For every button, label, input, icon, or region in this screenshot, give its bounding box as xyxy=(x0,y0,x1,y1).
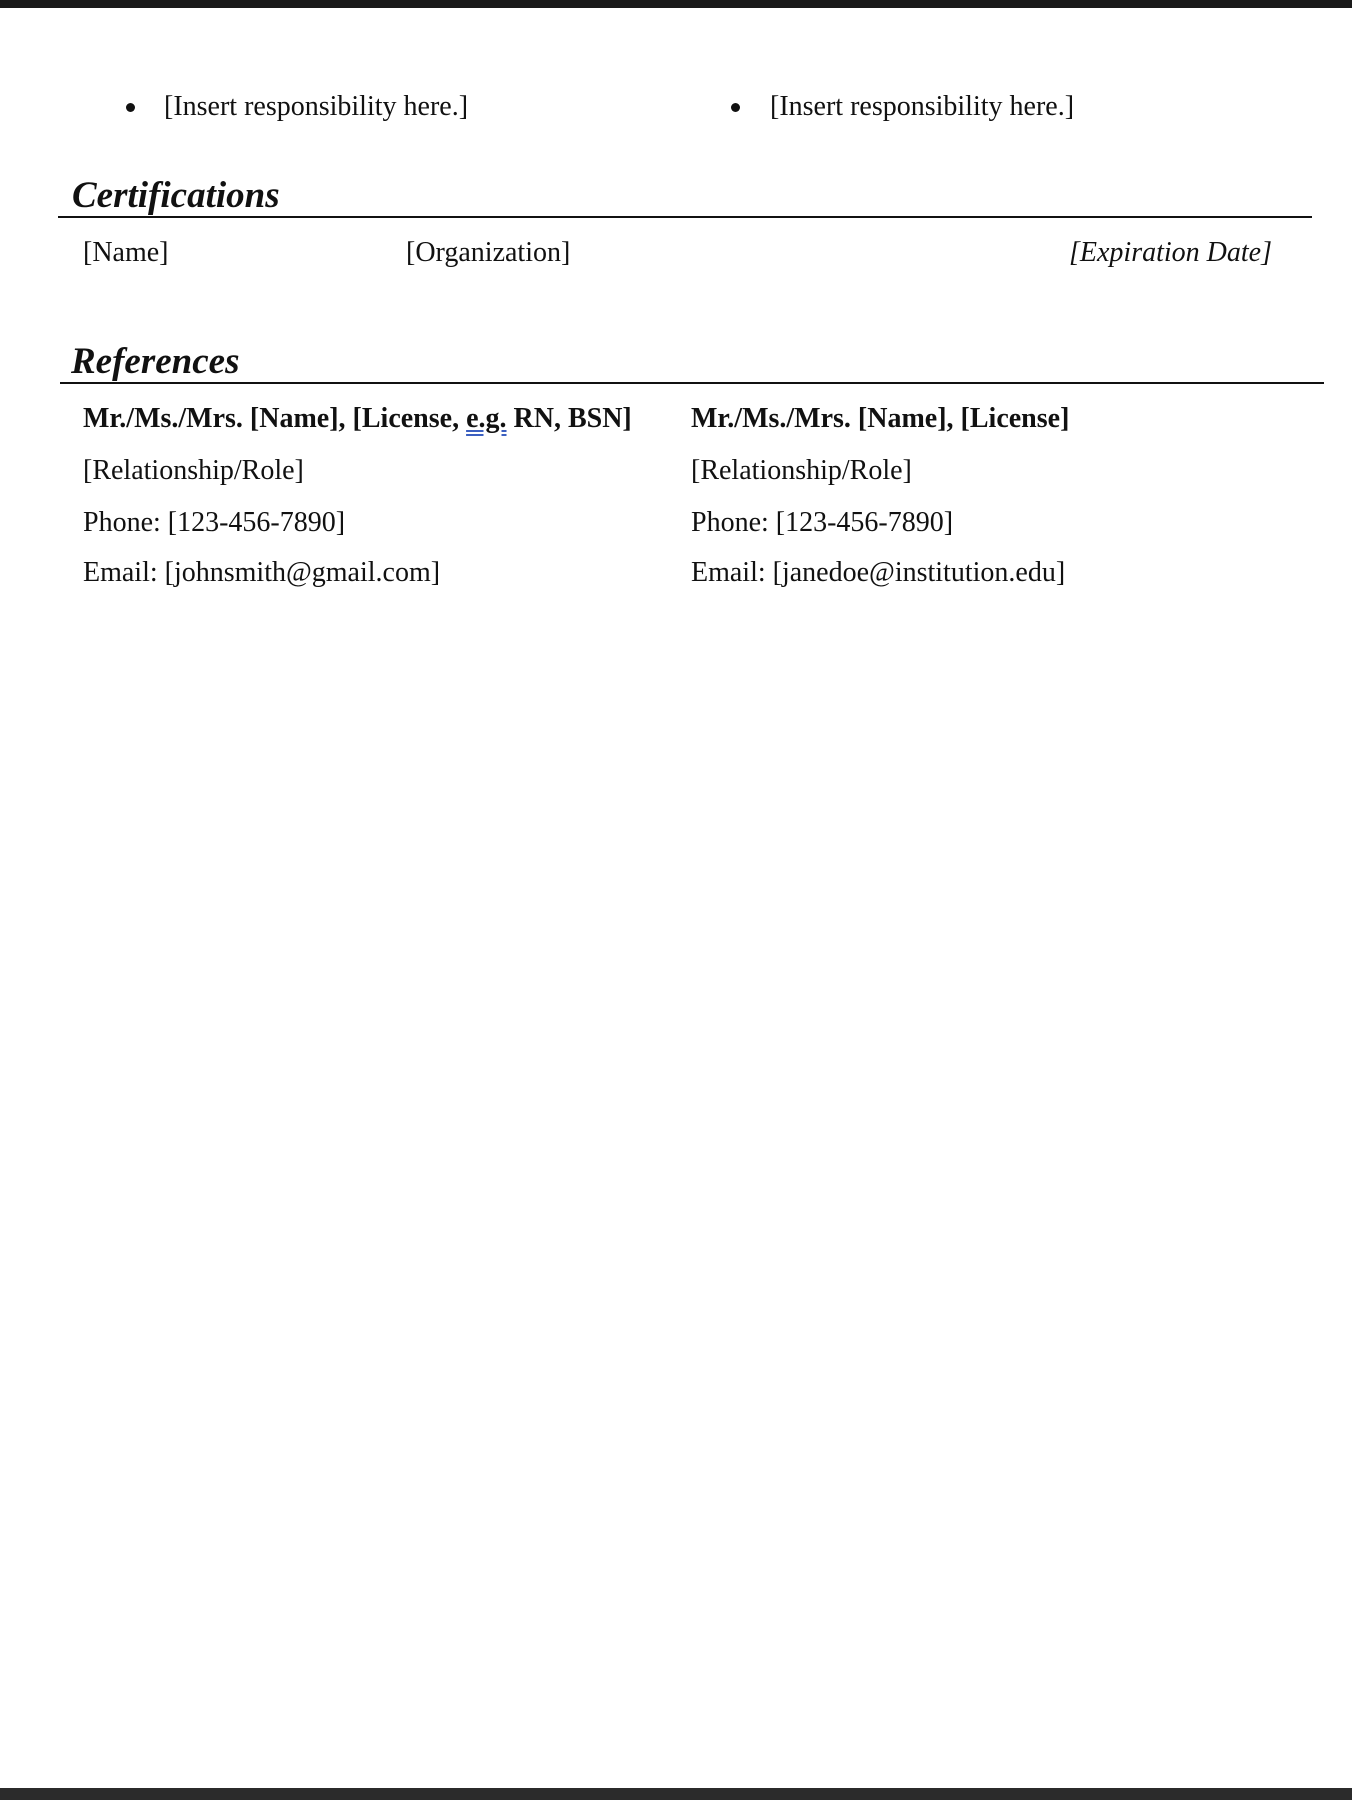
reference-2-phone[interactable]: Phone: [123-456-7890] xyxy=(691,507,954,538)
reference-2-name[interactable]: Mr./Ms./Mrs. [Name], [License] xyxy=(691,403,1070,434)
responsibility-item-right[interactable]: [Insert responsibility here.] xyxy=(770,91,1075,122)
reference-1-role[interactable]: [Relationship/Role] xyxy=(83,455,304,486)
bullet-dot-right xyxy=(731,103,740,112)
reference-1-name-prefix: Mr./Ms./Mrs. [Name], [License, xyxy=(83,403,467,434)
spellcheck-flagged-word[interactable]: e.g. xyxy=(466,403,507,434)
certification-organization[interactable]: [Organization] xyxy=(406,237,571,268)
bullet-dot-left xyxy=(126,103,135,112)
reference-2-email[interactable]: Email: [janedoe@institution.edu] xyxy=(691,557,1066,588)
certifications-rule xyxy=(58,216,1312,218)
references-rule xyxy=(60,382,1324,384)
certification-name[interactable]: [Name] xyxy=(83,237,169,268)
reference-1-email[interactable]: Email: [johnsmith@gmail.com] xyxy=(83,557,441,588)
reference-1-name-suffix: RN, BSN] xyxy=(506,403,632,434)
certifications-heading: Certifications xyxy=(72,175,280,216)
reference-1-phone[interactable]: Phone: [123-456-7890] xyxy=(83,507,346,538)
reference-2-role[interactable]: [Relationship/Role] xyxy=(691,455,912,486)
reference-1-name[interactable] xyxy=(83,402,632,436)
responsibility-item-left[interactable]: [Insert responsibility here.] xyxy=(164,91,469,122)
certification-expiration-date[interactable]: [Expiration Date] xyxy=(1069,237,1272,268)
references-heading: References xyxy=(71,341,240,382)
window-bottom-border xyxy=(0,1788,1352,1800)
window-top-border xyxy=(0,0,1352,8)
